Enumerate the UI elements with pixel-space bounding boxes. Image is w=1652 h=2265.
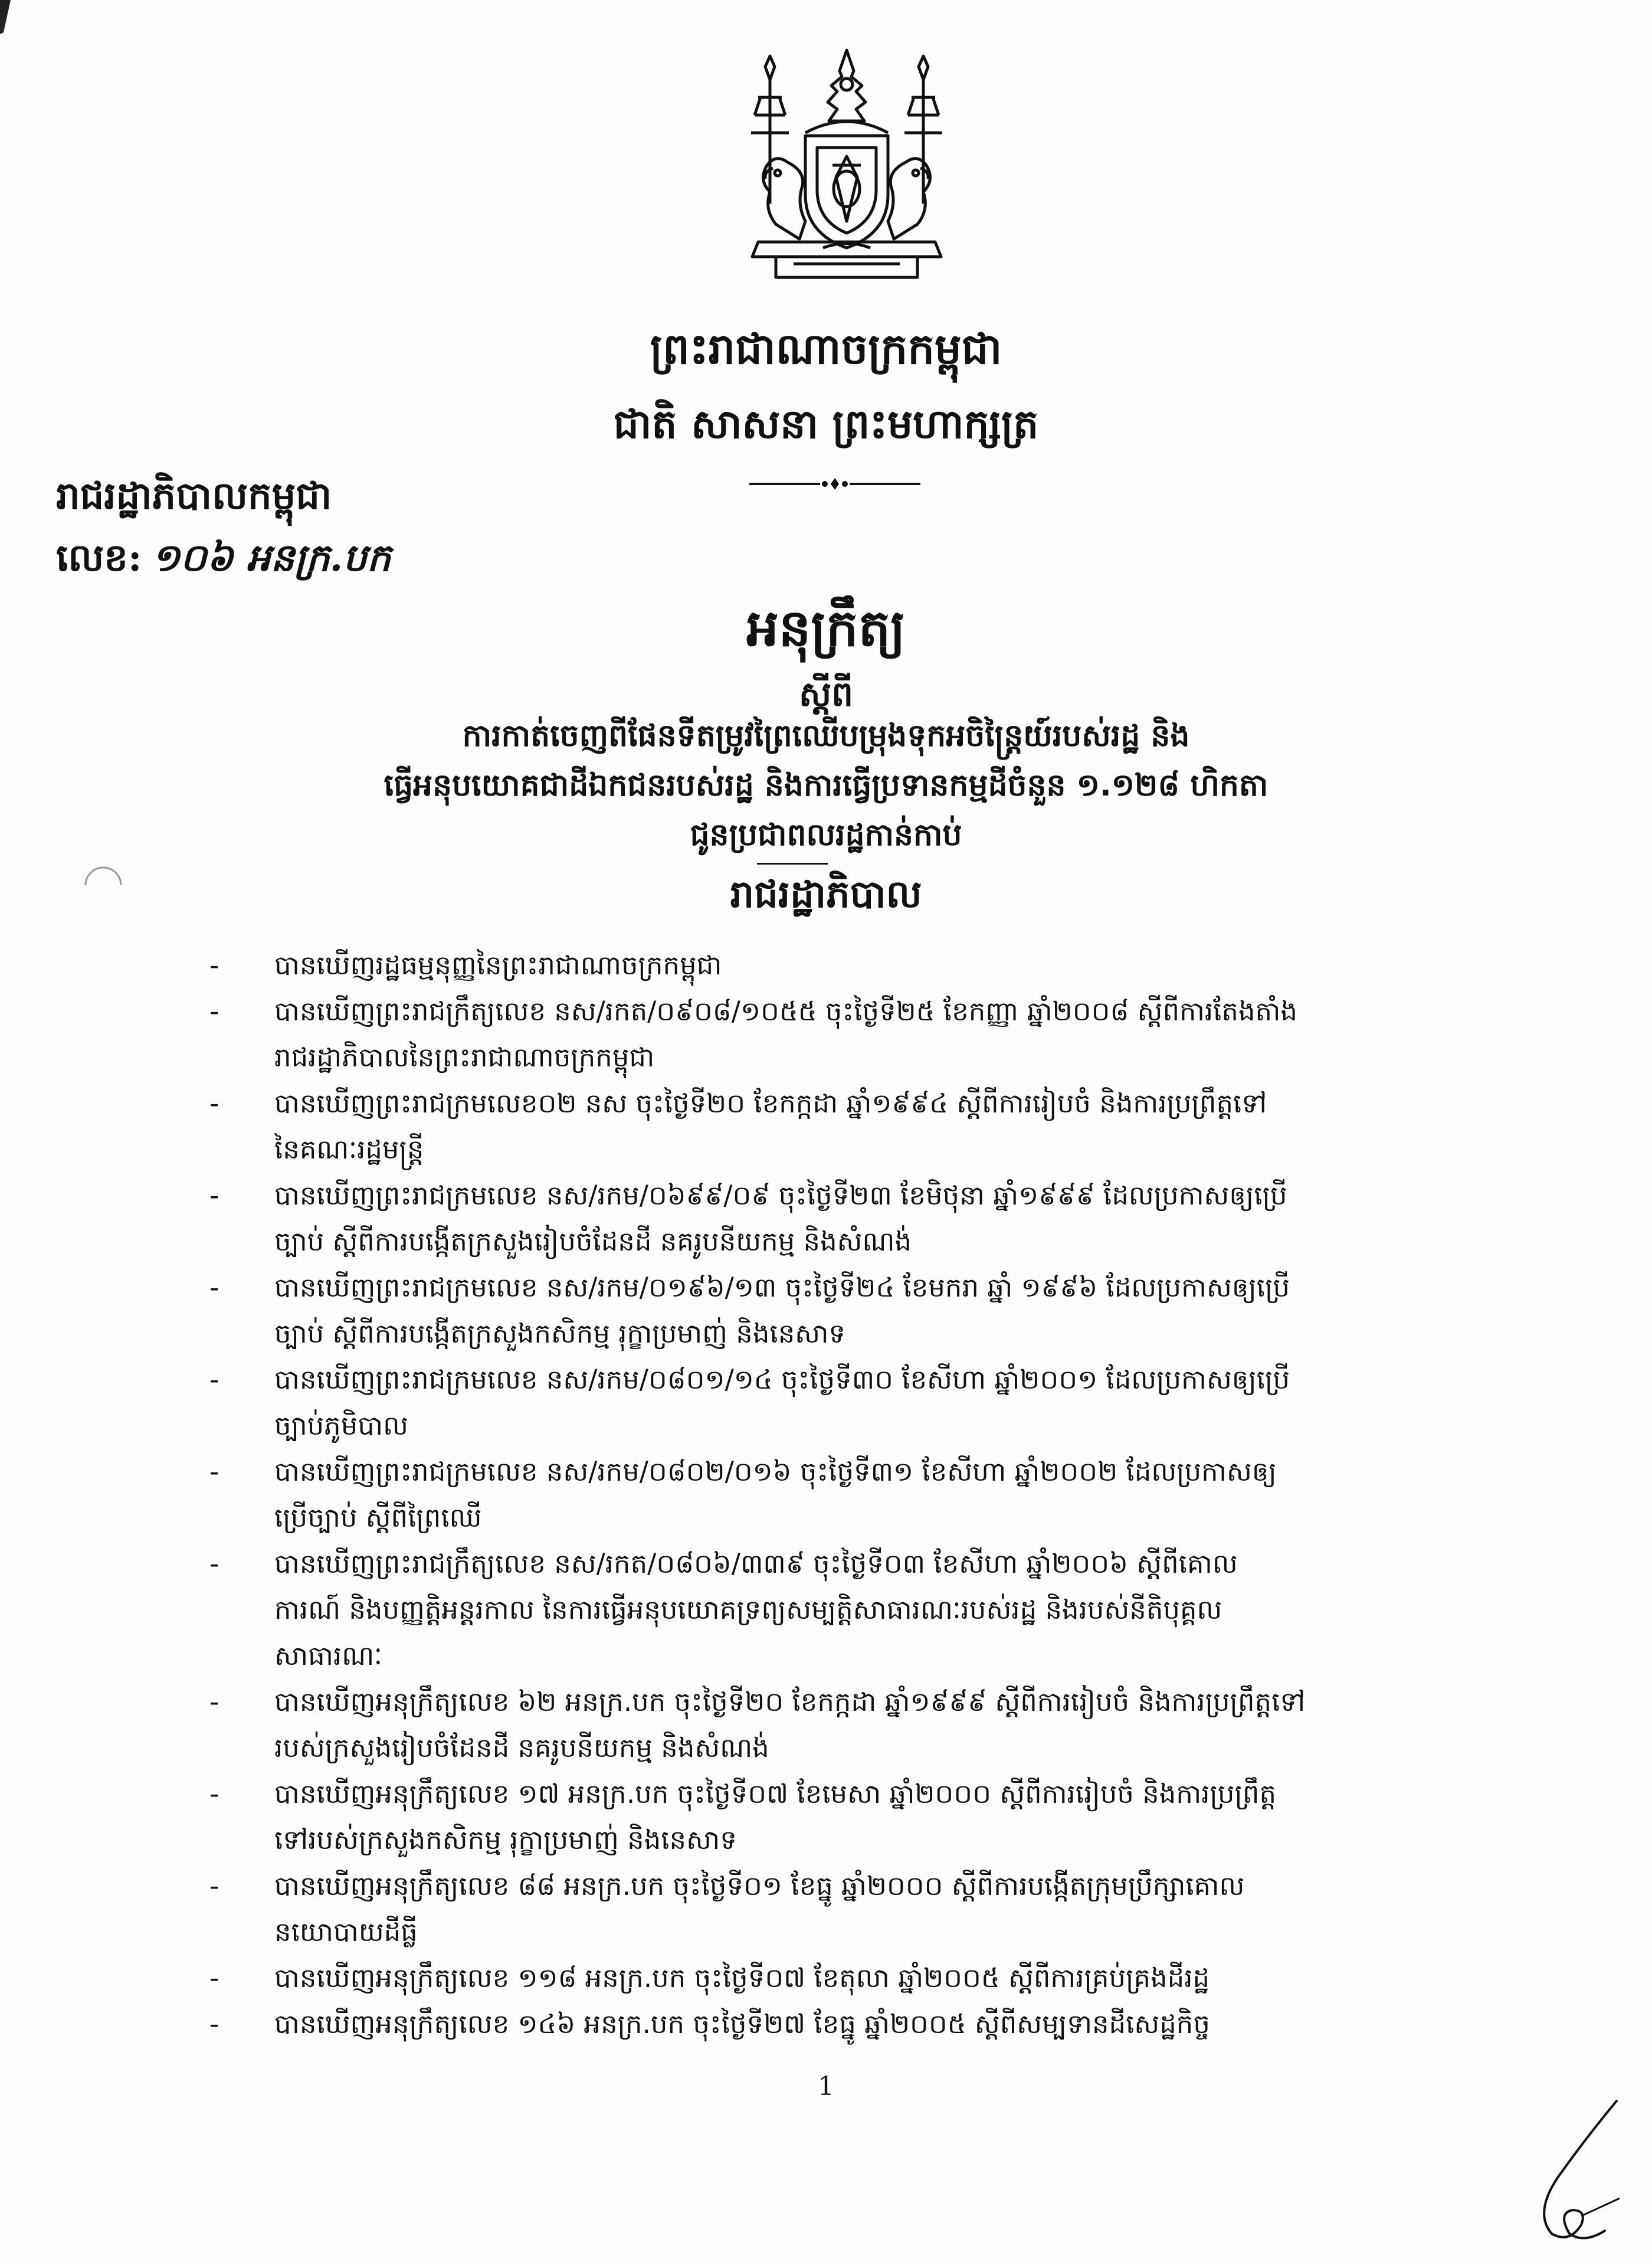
- reference-line: បានឃើញរដ្ឋធម្មនុញ្ញនៃព្រះរាជាណាចក្រកម្ពុជា: [274, 950, 722, 981]
- reference-line: បានឃើញព្រះរាជក្រមលេខ នស/រកម/០៨០២/០១៦ ចុះថ្ងៃទី៣១ ខែសីហា ឆ្នាំ២០០២ ដែលប្រកាសឲ្យ: [274, 1456, 1277, 1487]
- reference-item: [209, 1863, 1502, 1955]
- page-number: 1: [818, 2071, 834, 2102]
- issuer-heading: រាជរដ្ឋាភិបាល: [730, 872, 922, 917]
- document-type-heading: អនុក្រឹត្យ: [746, 598, 906, 658]
- subject-line: ជូនប្រជាពលរដ្ឋកាន់កាប់: [690, 817, 962, 853]
- reference-line: បានឃើញព្រះរាជក្រឹត្យលេខ នស/រកត/០៩០៨/១០៥៥ ចុះថ្ងៃទី២៥ ខែកញ្ញា ឆ្នាំ២០០៨ ស្តីពីការតែងតាំង: [274, 996, 1297, 1027]
- reference-item: [209, 1679, 1502, 1771]
- reference-item: [209, 1265, 1502, 1357]
- bullet-dash: -: [209, 1870, 219, 1901]
- reference-line: បានឃើញអនុក្រឹត្យលេខ ១៤៦ អនក្រ.បក ចុះថ្ងៃទី២៧ ខែធ្នូ ឆ្នាំ២០០៥ ស្តីពីសម្បទានដីសេដ្ឋកិច្ច: [274, 2008, 1210, 2040]
- reference-line: រាជរដ្ឋាភិបាលនៃព្រះរាជាណាចក្រកម្ពុជា: [274, 1042, 655, 1073]
- reference-line: ប្រើច្បាប់ ស្តីពីព្រៃឈើ: [274, 1502, 482, 1533]
- reference-item: [209, 1541, 1502, 1679]
- reference-number: [56, 534, 391, 590]
- reference-line: ទៅរបស់ក្រសួងកសិកម្ម រុក្ខាប្រមាញ់ និងនេសាទ: [274, 1824, 737, 1855]
- punch-hole-mark: [80, 862, 127, 909]
- subject-line: ការកាត់ចេញពីផែនទីតម្រូវព្រៃឈើបម្រុងទុកអចិន្ត្រៃយ៍របស់រដ្ឋ និង: [462, 718, 1190, 754]
- reference-line: ច្បាប់ ស្តីពីការបង្កើតក្រសួងរៀបចំដែនដី នគរូបនីយកម្ម និងសំណង់: [274, 1226, 912, 1257]
- reference-line: ច្បាប់ ស្តីពីការបង្កើតក្រសួងកសិកម្ម រុក្ខាប្រមាញ់ និងនេសាទ: [274, 1318, 845, 1349]
- bullet-dash: -: [209, 1364, 219, 1395]
- legal-references-list: [209, 942, 1502, 2047]
- reference-line: បានឃើញព្រះរាជក្រមលេខ នស/រកម/០៦៩៩/០៩ ចុះថ្ងៃទី២៣ ខែមិថុនា ឆ្នាំ១៩៩៩ ដែលប្រកាសឲ្យប្រើ: [274, 1180, 1287, 1211]
- decorative-divider-ornament: [749, 472, 920, 496]
- reference-item: [209, 1081, 1502, 1173]
- bullet-dash: -: [209, 950, 219, 981]
- subject-line: ធ្វើអនុបយោគជាដីឯកជនរបស់រដ្ឋ និងការធ្វើប្រទានកម្មដីចំនួន ១.១២៨ ហិកតា: [384, 768, 1268, 803]
- bullet-dash: -: [209, 1686, 219, 1717]
- reference-item: [209, 942, 1502, 989]
- reference-item: [209, 1955, 1502, 2001]
- reference-line: បានឃើញអនុក្រឹត្យលេខ ៨៨ អនក្រ.បក ចុះថ្ងៃទី០១ ខែធ្នូ ឆ្នាំ២០០០ ស្តីពីការបង្កើតក្រុមប្រឹក្សាគោល: [274, 1870, 1245, 1901]
- reference-line: របស់ក្រសួងរៀបចំដែនដី នគរូបនីយកម្ម និងសំណង់: [274, 1732, 769, 1763]
- reference-item: [209, 1449, 1502, 1541]
- reference-line: ការណ៍ និងបញ្ញត្តិអន្តរកាល នៃការធ្វើអនុបយោគទ្រព្យសម្បត្តិសាធារណៈរបស់រដ្ឋ និងរបស់នីតិបុគ្គល: [274, 1594, 1222, 1625]
- reference-line: សាធារណៈ: [274, 1640, 382, 1671]
- subject-underline-rule: [757, 863, 828, 865]
- document-subject: [177, 711, 1475, 860]
- about-heading: ស្តីពី: [798, 674, 854, 714]
- reference-line: បានឃើញអនុក្រឹត្យលេខ ១១៨ អនក្រ.បក ចុះថ្ងៃទី០៧ ខែតុលា ឆ្នាំ២០០៥ ស្តីពីការគ្រប់គ្រងដីរដ្ឋ: [274, 1962, 1210, 1994]
- bullet-dash: -: [209, 1180, 219, 1211]
- reference-line: បានឃើញអនុក្រឹត្យលេខ ៦២ អនក្រ.បក ចុះថ្ងៃទី២០ ខែកក្កដា ឆ្នាំ១៩៩៩ ស្តីពីការរៀបចំ និងការប្រព្រឹត្តទៅ: [274, 1686, 1306, 1717]
- bullet-dash: -: [209, 1962, 219, 1994]
- reference-line: បានឃើញព្រះរាជក្រឹត្យលេខ នស/រកត/០៨០៦/៣៣៩ ចុះថ្ងៃទី០៣ ខែសីហា ឆ្នាំ២០០៦ ស្តីពីគោល: [274, 1548, 1238, 1579]
- handwritten-initial-signature: [1516, 2089, 1634, 2248]
- national-motto: ជាតិ សាសនា ព្រះមហាក្សត្រ: [613, 401, 1039, 448]
- reference-line: ច្បាប់ភូមិបាល: [274, 1410, 408, 1441]
- bullet-dash: -: [209, 1778, 219, 1809]
- bullet-dash: -: [209, 1548, 219, 1579]
- reference-label: លេខ:: [56, 536, 142, 580]
- bullet-dash: -: [209, 1456, 219, 1487]
- reference-item: [209, 989, 1502, 1081]
- bullet-dash: -: [209, 2008, 219, 2040]
- reference-line: នយោបាយដីធ្លី: [274, 1916, 418, 1947]
- reference-item: [209, 2001, 1502, 2047]
- bullet-dash: -: [209, 1272, 219, 1303]
- reference-line: បានឃើញអនុក្រឹត្យលេខ ១៧ អនក្រ.បក ចុះថ្ងៃទី០៧ ខែមេសា ឆ្នាំ២០០០ ស្តីពីការរៀបចំ និងការប្រព្រឹត្ត: [274, 1778, 1277, 1809]
- royal-coat-of-arms-emblem: [717, 44, 976, 289]
- issuing-government: រាជរដ្ឋាភិបាលកម្ពុជា: [56, 474, 332, 518]
- reference-line: នៃគណៈរដ្ឋមន្ត្រី: [274, 1134, 424, 1165]
- kingdom-name: ព្រះរាជាណាចក្រកម្ពុជា: [650, 323, 1002, 374]
- reference-number-handwritten: ១០៦ អនក្រ.បក: [151, 536, 391, 580]
- reference-item: [209, 1357, 1502, 1449]
- reference-item: [209, 1771, 1502, 1863]
- scan-edge-mark: [0, 0, 24, 35]
- bullet-dash: -: [209, 996, 219, 1027]
- reference-line: បានឃើញព្រះរាជក្រមលេខ០២ នស ចុះថ្ងៃទី២០ ខែកក្កដា ឆ្នាំ១៩៩៤ ស្តីពីការរៀបចំ និងការប្រព្រឹត្តទៅ: [274, 1088, 1267, 1119]
- bullet-dash: -: [209, 1088, 219, 1119]
- reference-line: បានឃើញព្រះរាជក្រមលេខ នស/រកម/០៨០១/១៤ ចុះថ្ងៃទី៣០ ខែសីហា ឆ្នាំ២០០១ ដែលប្រកាសឲ្យប្រើ: [274, 1364, 1290, 1395]
- reference-item: [209, 1173, 1502, 1265]
- reference-line: បានឃើញព្រះរាជក្រមលេខ នស/រកម/០១៩៦/១៣ ចុះថ្ងៃទី២៤ ខែមករា ឆ្នាំ ១៩៩៦ ដែលប្រកាសឲ្យប្រើ: [274, 1272, 1290, 1303]
